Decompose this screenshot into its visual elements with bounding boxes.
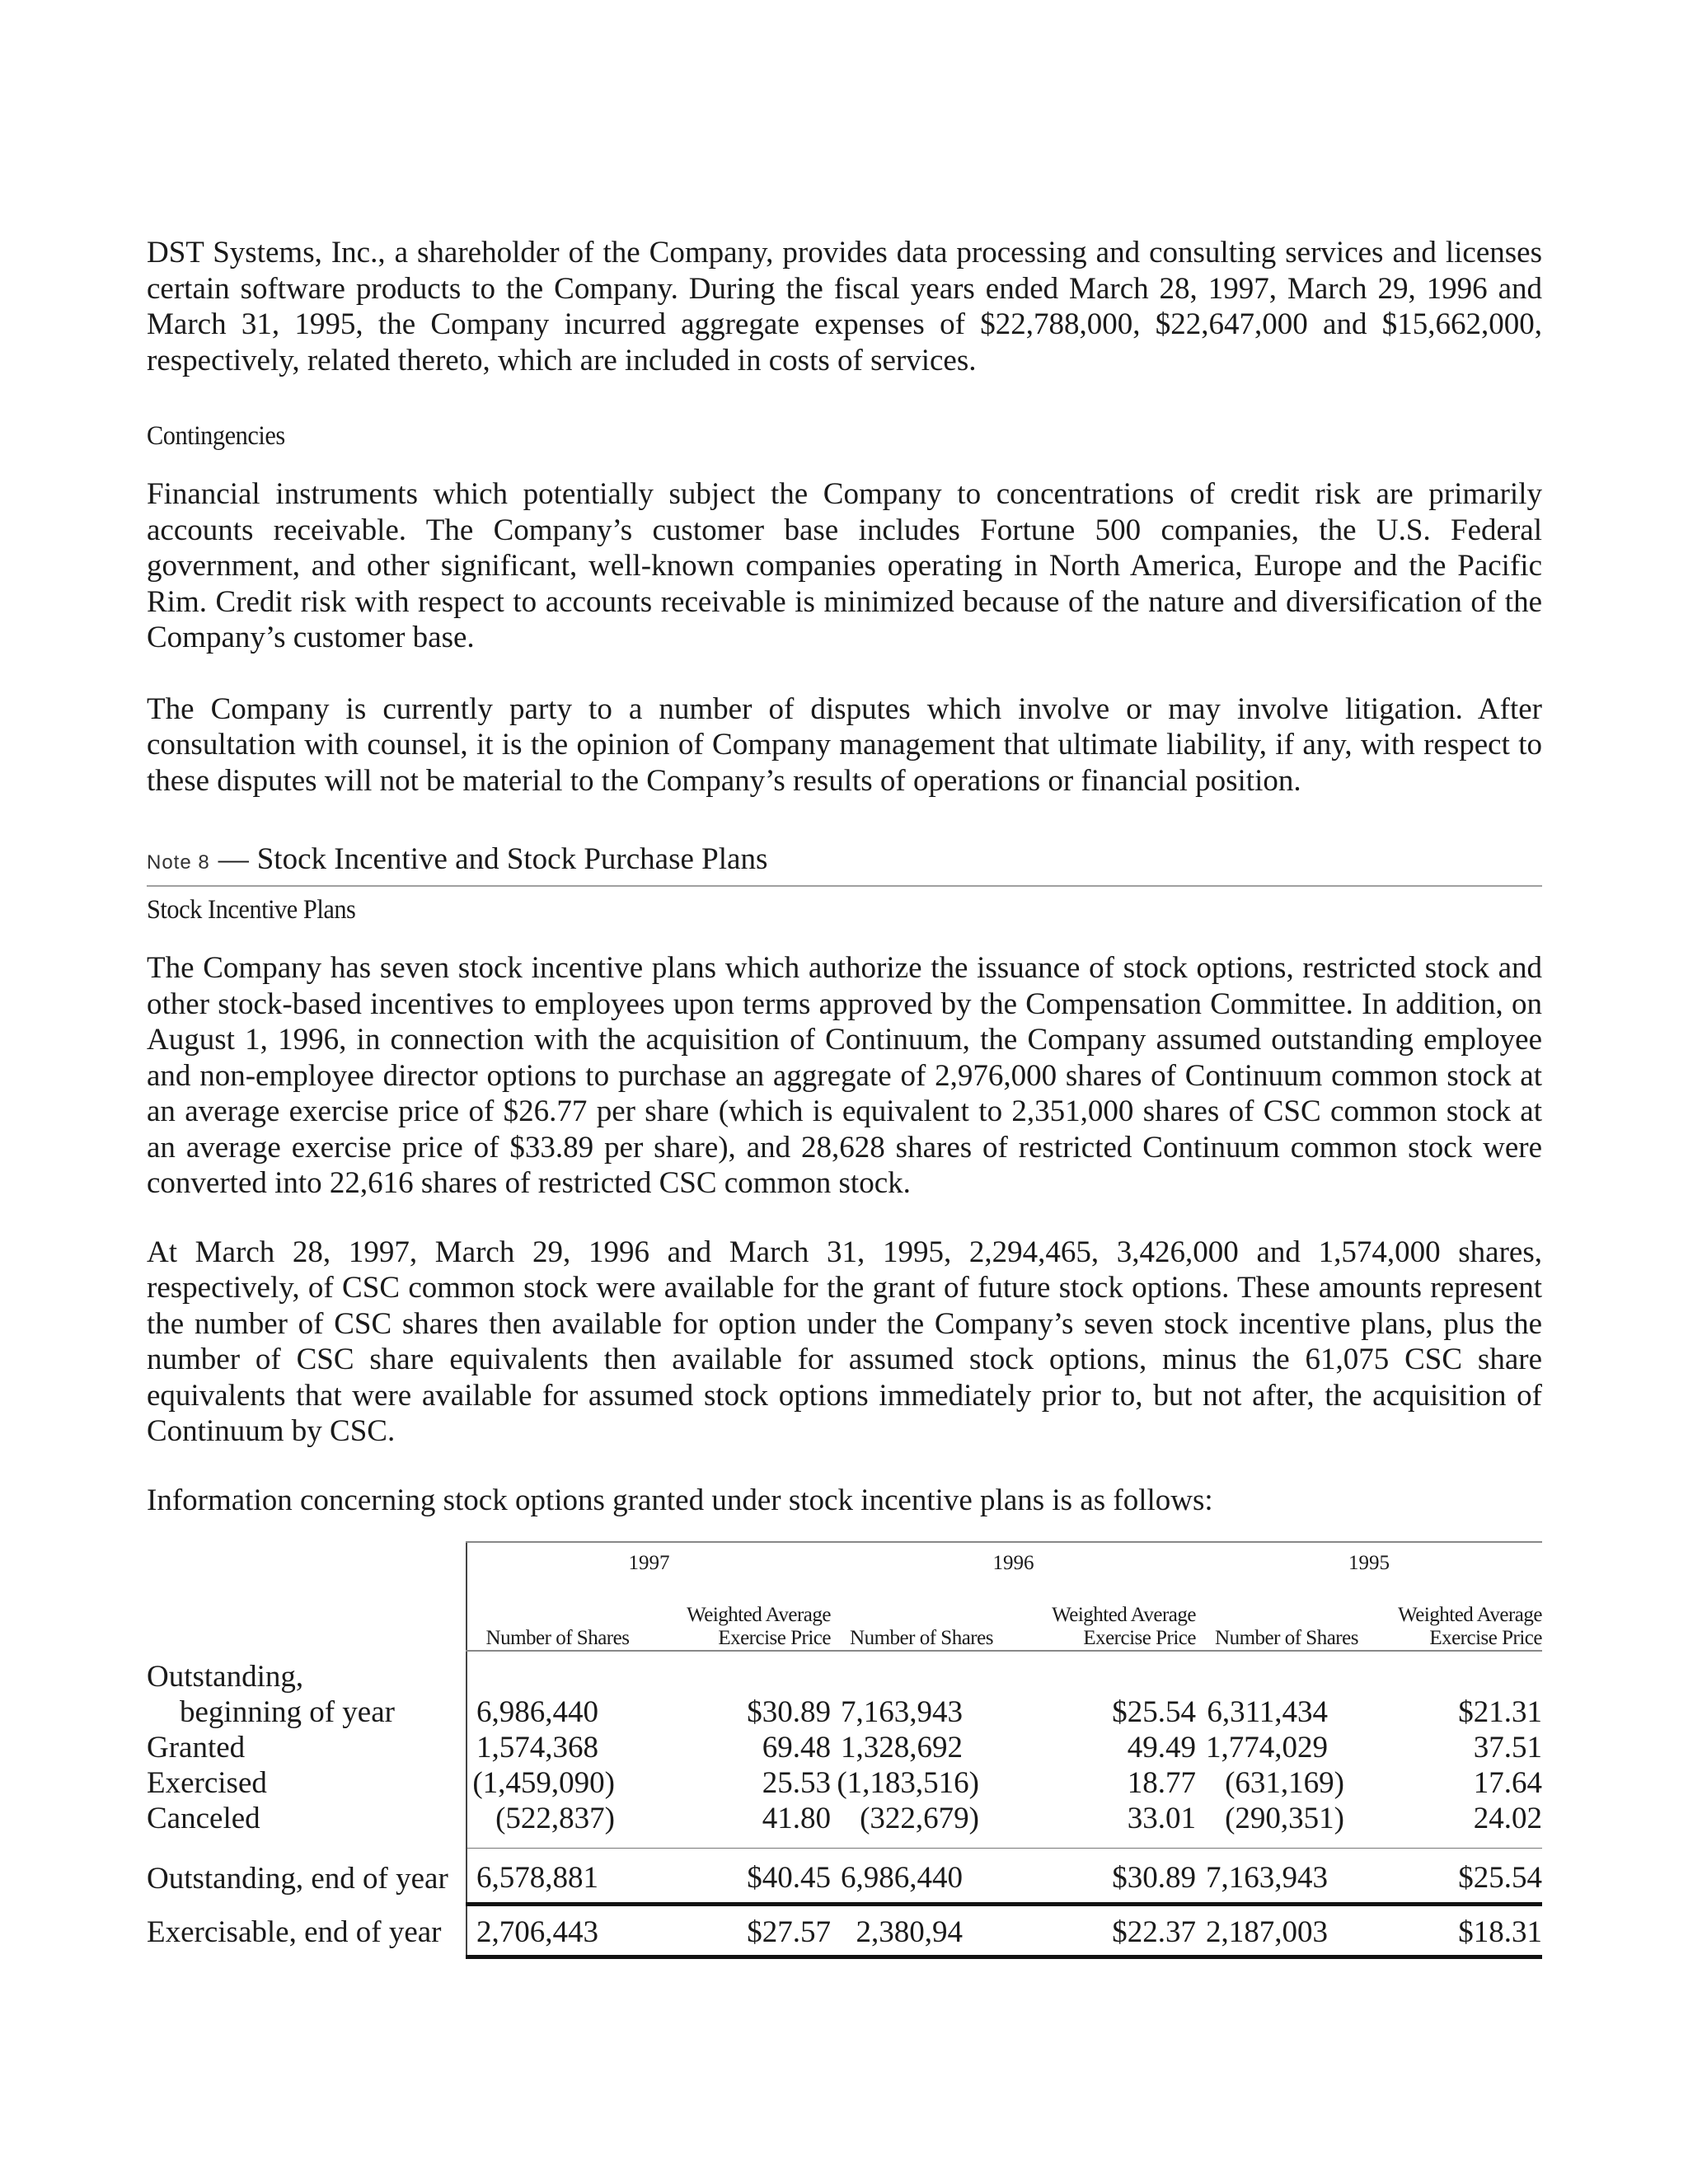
paragraph-disputes: The Company is currently party to a number of disputes which involve or may involve litigation. After consultation with counsel, it is the opinion of Company management that ultimate liability, if any, with respect to these disputes will not be material to the Company’s results of operations or financial position. [147,691,1542,798]
note-8-title [147,841,1542,887]
heading-stock-incentive-plans: Stock Incentive Plans [147,895,356,925]
cell: 33.01 [1127,1802,1196,1835]
cell: $30.89 [1012,1849,1196,1905]
note-dash: — [218,842,249,876]
cell: (290,351) [1225,1802,1344,1835]
cell: 69.48 [762,1731,831,1765]
cell: 7,163,943 [1196,1849,1377,1905]
paragraph-credit-risk: Financial instruments which potentially subject the Company to concentrations of credit risk are primarily accounts receivable. The Company’s customer base includes Fortune 500 companies, the U.S. Federal government, and other significant, well-known companies operating in North America, Europe and the Pacific Rim. Credit risk with respect to accounts receivable is minimized because of the nature and diversification of the Company’s customer base. [147,477,1542,654]
cell: 1,774,029 [1206,1731,1328,1765]
cell: 6,578,881 [467,1849,648,1905]
row-label: beginning of year [180,1695,395,1729]
cell: (1,459,090) [467,1765,648,1801]
paragraph-stock-incentive-plans: The Company has seven stock incentive plans which authorize the issuance of stock options, restricted stock and other stock-based incentives to employees upon terms approved by the Compensation Committee. In addition, on August 1, 1996, in connection with the acquisition of Continuum, the Company assumed outstanding employee and non-employee director options to purchase an aggregate of 2,976,000 shares of Continuum common stock at an average exercise price of $26.77 per share (which is equivalent to 2,351,000 shares of CSC common stock at an average exercise price of $33.89 per share), and 28,628 shares of restricted Continuum common stock were converted into 22,616 shares of restricted CSC common stock. [147,951,1542,1200]
col-shares-1997: Number of Shares [467,1584,648,1651]
cell: 6,311,434 [1207,1695,1328,1729]
note-title-text: Stock Incentive and Stock Purchase Plans [256,842,768,876]
cell: 6,986,440 [831,1849,1012,1905]
document-body [147,235,1542,1959]
cell: $25.54 [1377,1849,1542,1905]
paragraph-table-intro: Information concerning stock options granted under stock incentive plans is as follows: [147,1483,1213,1517]
cell: (631,169) [1225,1766,1344,1800]
cell: 2,706,443 [467,1905,648,1957]
cell: 7,163,943 [841,1695,963,1729]
year-header-1995: 1995 [1196,1542,1542,1584]
cell: 25.53 [762,1766,831,1800]
cell: 24.02 [1473,1802,1542,1835]
cell: (522,837) [467,1801,648,1849]
cell: 6,986,440 [467,1694,648,1730]
cell: (1,183,516) [837,1766,979,1800]
row-label: Canceled [147,1802,260,1836]
table-row-canceled [147,1801,1542,1849]
cell: 1,574,368 [467,1730,648,1765]
cell: 49.49 [1127,1731,1196,1765]
cell: 37.51 [1473,1731,1542,1765]
cell: 2,187,003 [1196,1905,1377,1957]
col-shares-1996: Number of Shares [831,1584,1012,1651]
table-row-granted [147,1730,1542,1765]
year-header-1997: 1997 [467,1542,831,1584]
paragraph-dst-systems: DST Systems, Inc., a shareholder of the Company, provides data processing and consulting services and licenses certain software products to the Company. During the fiscal years ended March 28, 1997, March 29, 1996 and March 31, 1995, the Company incurred aggregate expenses of $22,788,000, $22,647,000 and $15,662,000, respectively, related thereto, which are included in costs of services. [147,236,1542,377]
cell: $18.31 [1377,1905,1542,1957]
table-row-exercised [147,1765,1542,1801]
cell: $21.31 [1458,1695,1542,1729]
cell: 41.80 [762,1802,831,1835]
row-label: Outstanding, end of year [147,1862,448,1896]
cell: 17.64 [1473,1766,1542,1800]
row-label: Exercised [147,1766,267,1800]
cell: $25.54 [1112,1695,1196,1729]
row-label: Outstanding, [147,1660,304,1694]
cell: $30.89 [747,1695,831,1729]
cell: 2,380,94 [831,1905,1012,1957]
cell: 1,328,692 [841,1731,963,1765]
cell: (322,679) [860,1802,979,1835]
heading-contingencies: Contingencies [147,421,285,451]
table-row-outstanding-label [147,1651,1542,1694]
table-row-outstanding-end [147,1849,1542,1905]
table-year-header [147,1542,1542,1584]
col-price-1996: Weighted Average Exercise Price [1012,1584,1196,1651]
table-row-exercisable-end [147,1905,1542,1957]
cell: $22.37 [1012,1905,1196,1957]
col-price-1995: Weighted Average Exercise Price [1377,1584,1542,1651]
row-label: Exercisable, end of year [147,1915,442,1949]
cell: $40.45 [648,1849,831,1905]
table-row-beginning [147,1694,1542,1730]
table-column-header [147,1584,1542,1651]
cell: 18.77 [1127,1766,1196,1800]
stock-options-table [147,1541,1542,1959]
paragraph-available-shares: At March 28, 1997, March 29, 1996 and March 31, 1995, 2,294,465, 3,426,000 and 1,574,000 shares, respectively, of CSC common stock were available for the grant of future stock options. These amounts represent the number of CSC shares then available for option under the Company’s seven stock incentive plans, plus the number of CSC share equivalents then available for assumed stock options, minus the 61,075 CSC share equivalents that were available for assumed stock options immediately prior to, but not after, the acquisition of Continuum by CSC. [147,1235,1542,1448]
year-header-1996: 1996 [831,1542,1196,1584]
col-shares-1995: Number of Shares [1196,1584,1377,1651]
cell: $27.57 [648,1905,831,1957]
col-price-1997: Weighted Average Exercise Price [648,1584,831,1651]
note-label: Note 8 [147,851,210,874]
row-label: Granted [147,1731,246,1765]
